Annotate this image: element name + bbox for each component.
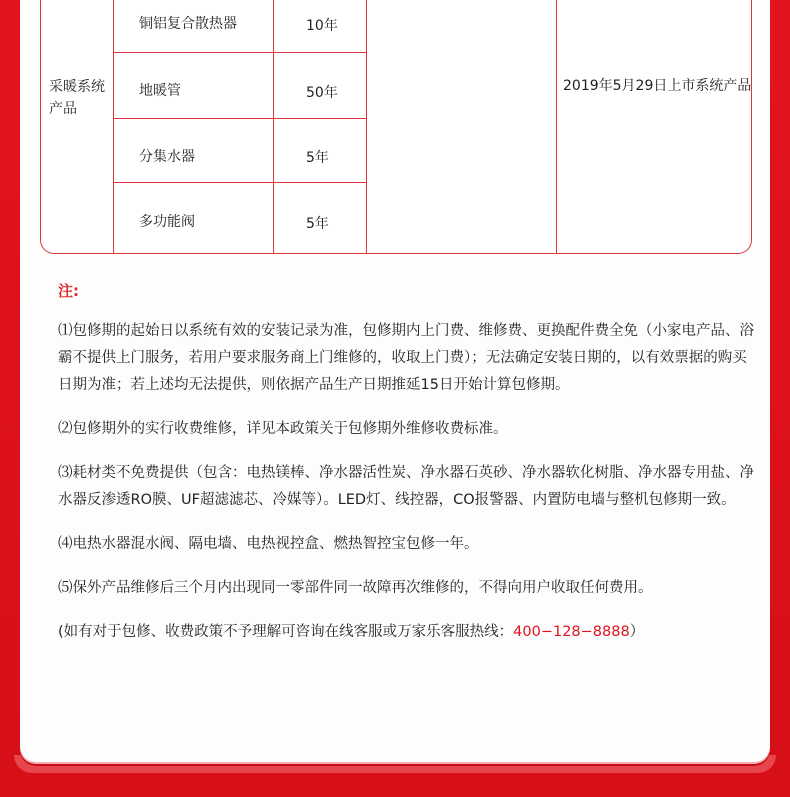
contact-suffix: ） (629, 624, 645, 640)
contact-line (58, 619, 758, 646)
warranty-period-cell: 10年 (306, 18, 338, 34)
hotline-number[interactable]: 400−128−8888 (513, 624, 630, 640)
remark-cell: 2019年5月29日上市系统产品 (563, 78, 752, 94)
warranty-table (40, 0, 752, 254)
col-divider-2 (273, 0, 274, 253)
notes-section (58, 280, 758, 663)
row-divider-2 (113, 118, 366, 119)
warranty-period-cell: 5年 (306, 216, 329, 232)
notes-title: 注: (58, 282, 79, 300)
col-divider-1 (113, 0, 114, 253)
category-cell: 采暖系统 产品 (49, 79, 105, 117)
row-divider-3 (113, 182, 366, 183)
warranty-period-cell: 5年 (306, 150, 329, 166)
product-name-cell: 地暖管 (139, 83, 181, 99)
warranty-period-cell: 50年 (306, 85, 338, 101)
product-name-cell: 分集水器 (139, 149, 195, 165)
contact-prefix: (如有对于包修、收费政策不予理解可咨询在线客服或万家乐客服热线： (58, 624, 514, 640)
product-name-cell: 铜铝复合散热器 (139, 16, 237, 32)
note-item: ⑸保外产品维修后三个月内出现同一零部件同一故障再次维修的，不得向用户收取任何费用。 (58, 580, 653, 596)
note-item: ⑶耗材类不免费提供（包含：电热镁棒、净水器活性炭、净水器石英砂、净水器软化树脂、净水器专用盐、净水器反渗透RO膜、UF超滤滤芯、冷媒等）。LED灯、线控器，CO报警器、内置防电墙与整机包修期一致。 (58, 465, 754, 508)
col-divider-4 (556, 0, 557, 253)
note-item: ⑷电热水器混水阀、隔电墙、电热视控盒、燃热智控宝包修一年。 (58, 536, 479, 552)
col-divider-3 (366, 0, 367, 253)
note-item: ⑵包修期外的实行收费维修，详见本政策关于包修期外维修收费标准。 (58, 421, 508, 437)
row-divider-1 (113, 52, 366, 53)
note-item: ⑴包修期的起始日以系统有效的安装记录为准，包修期内上门费、维修费、更换配件费全免（小家电产品、浴霸不提供上门服务，若用户要求服务商上门维修的，收取上门费）；无法确定安装日期的，以有效票据的购买日期为准；若上述均无法提供，则依据产品生产日期推延15日开始计算包修期。 (58, 323, 754, 393)
product-name-cell: 多功能阀 (139, 214, 195, 230)
